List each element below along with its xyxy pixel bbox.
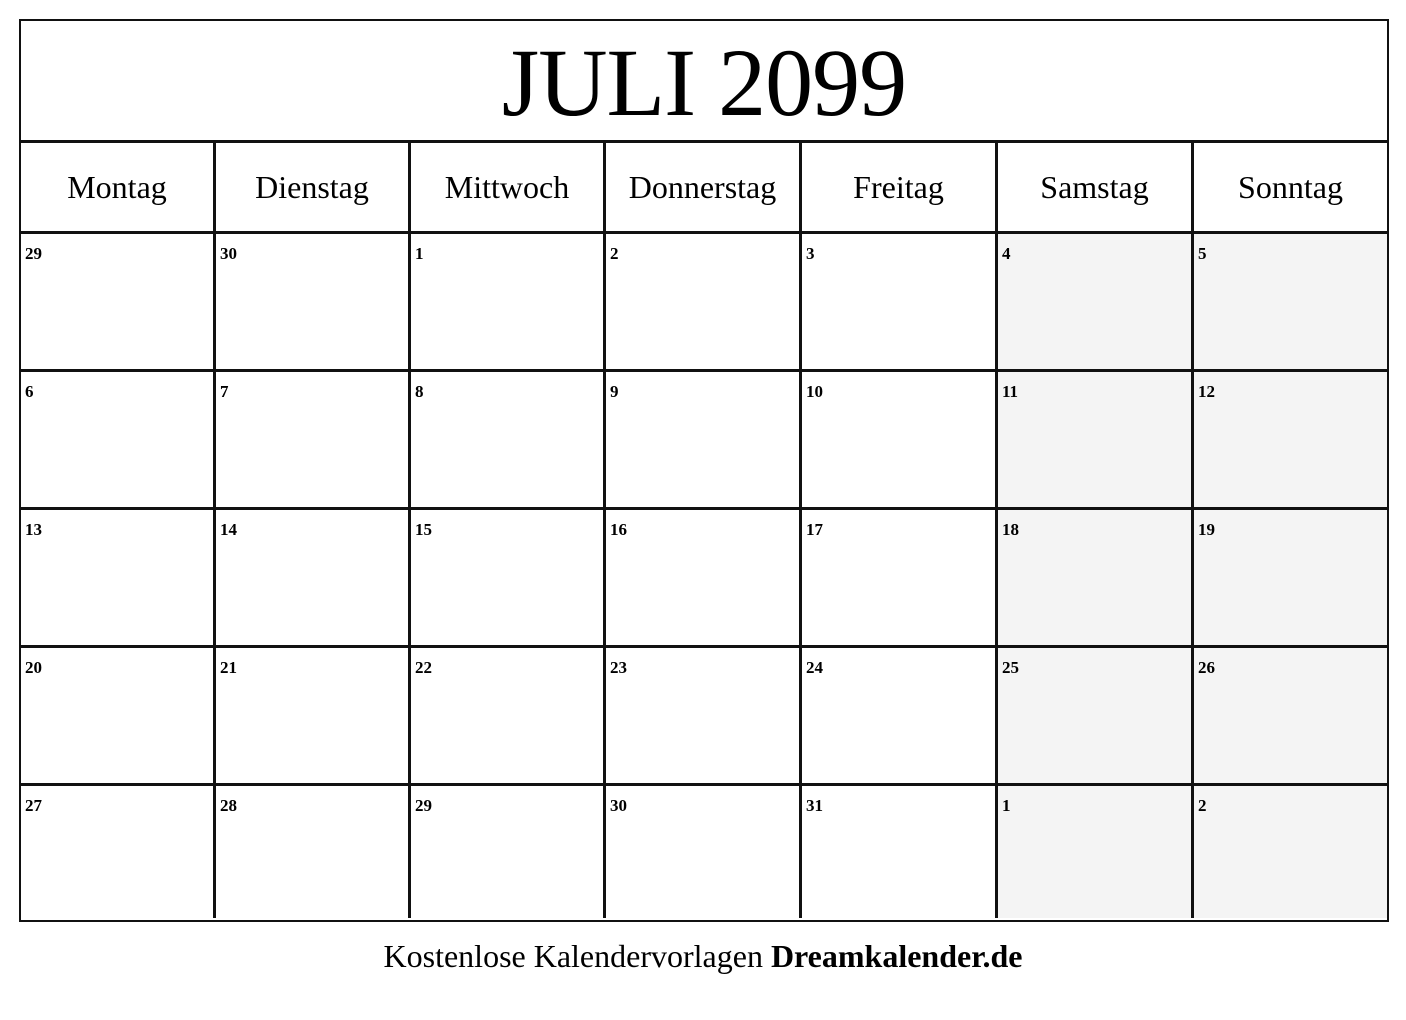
day-cell: 29 (411, 786, 606, 918)
day-cell: 27 (21, 786, 216, 918)
day-cell: 9 (606, 372, 802, 507)
day-cell-weekend: 26 (1194, 648, 1387, 783)
day-cell: 30 (216, 234, 411, 369)
day-cell: 20 (21, 648, 216, 783)
day-cell: 6 (21, 372, 216, 507)
day-cell-weekend: 1 (998, 786, 1194, 918)
weekday-friday: Freitag (802, 143, 998, 231)
day-cell: 15 (411, 510, 606, 645)
day-cell: 2 (606, 234, 802, 369)
day-cell: 22 (411, 648, 606, 783)
day-cell: 23 (606, 648, 802, 783)
day-cell: 10 (802, 372, 998, 507)
day-cell-weekend: 11 (998, 372, 1194, 507)
day-cell: 24 (802, 648, 998, 783)
day-cell: 31 (802, 786, 998, 918)
day-cell: 29 (21, 234, 216, 369)
weekday-tuesday: Dienstag (216, 143, 411, 231)
day-cell-weekend: 19 (1194, 510, 1387, 645)
weekday-saturday: Samstag (998, 143, 1194, 231)
footer (0, 938, 1406, 975)
week-row-2 (21, 372, 1387, 510)
day-cell-weekend: 18 (998, 510, 1194, 645)
day-cell-weekend: 25 (998, 648, 1194, 783)
day-cell: 3 (802, 234, 998, 369)
day-cell: 21 (216, 648, 411, 783)
week-row-4 (21, 648, 1387, 786)
footer-text: Kostenlose Kalendervorlagen (383, 938, 763, 974)
day-cell: 1 (411, 234, 606, 369)
calendar-title: JULI 2099 (21, 21, 1387, 143)
day-cell-weekend: 2 (1194, 786, 1387, 918)
week-row-1 (21, 234, 1387, 372)
day-cell: 17 (802, 510, 998, 645)
day-cell: 7 (216, 372, 411, 507)
week-row-5 (21, 786, 1387, 918)
weekday-monday: Montag (21, 143, 216, 231)
day-cell: 28 (216, 786, 411, 918)
week-row-3 (21, 510, 1387, 648)
weekday-thursday: Donnerstag (606, 143, 802, 231)
day-cell: 30 (606, 786, 802, 918)
weekday-header-row (21, 143, 1387, 234)
weekday-wednesday: Mittwoch (411, 143, 606, 231)
day-cell: 16 (606, 510, 802, 645)
day-cell: 13 (21, 510, 216, 645)
calendar (19, 19, 1389, 922)
day-cell-weekend: 5 (1194, 234, 1387, 369)
day-cell: 14 (216, 510, 411, 645)
footer-brand: Dreamkalender.de (770, 938, 1023, 974)
day-cell: 8 (411, 372, 606, 507)
day-cell-weekend: 4 (998, 234, 1194, 369)
weekday-sunday: Sonntag (1238, 168, 1343, 205)
day-cell-weekend: 12 (1194, 372, 1387, 507)
